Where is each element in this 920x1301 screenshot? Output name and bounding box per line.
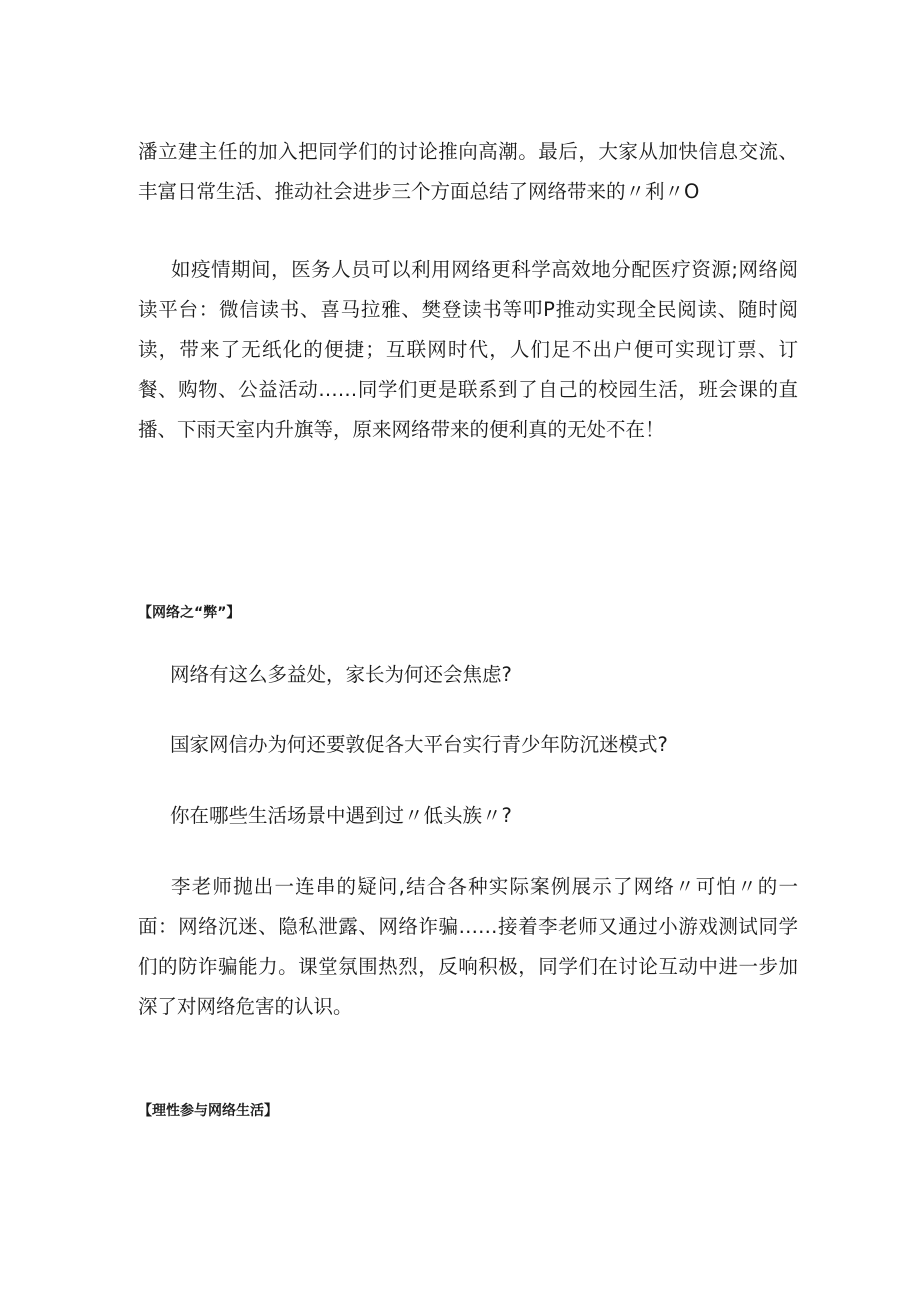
question-parent-anxiety: 网络有这么多益处，家长为何还会焦虑? — [170, 663, 512, 686]
question-anti-addiction-mode: 国家网信办为何还要敦促各大平台实行青少年防沉迷模式? — [170, 733, 668, 756]
paragraph-network-dangers: 李老师抛出一连串的疑问,结合各种实际案例展示了网络〃可怕〃的一面：网络沉迷、隐私泄露、网络诈骗……接着李老师又通过小游戏测试同学们的防诈骗能力。课堂氛围热烈，反响积极，同学们在讨论互动中进一步加深了对网络危害的认识。 — [138, 875, 798, 1018]
question-phubbers: 你在哪些生活场景中遇到过〃低头族〃? — [170, 804, 512, 827]
section-heading-network-harm: 【网络之“弊”】 — [138, 605, 241, 621]
paragraph-network-convenience-examples: 如疫情期间，医务人员可以利用网络更科学高效地分配医疗资源;网络阅读平台：微信读书、喜马拉雅、樊登读书等叩P推动实现全民阅读、随时阅读，带来了无纸化的便捷；互联网时代，人们足不出户便可实现订票、订餐、购物、公益活动……同学们更是联系到了自己的校园生活，班会课的直播、下雨天室内升旗等，原来网络带来的便利真的无处不在！ — [138, 258, 798, 441]
section-heading-rational-participation: 【理性参与网络生活】 — [138, 1103, 278, 1119]
paragraph-network-benefits-summary: 潘立建主任的加入把同学们的讨论推向高潮。最后，大家从加快信息交流、丰富日常生活、推动社会进步三个方面总结了网络带来的〃利〃O — [138, 140, 798, 203]
